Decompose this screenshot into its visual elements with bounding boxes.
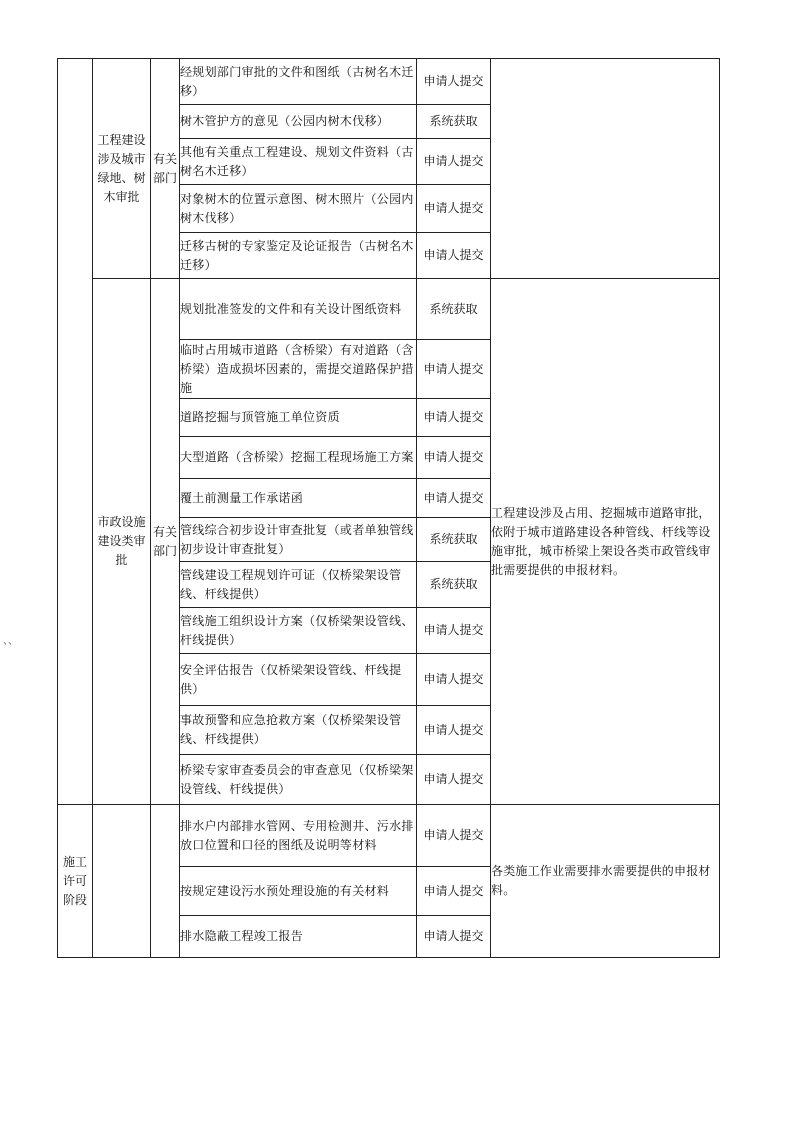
- source-cell: 系统获取: [417, 279, 491, 340]
- materials-table: [57, 58, 720, 958]
- material-cell: 桥梁专家审查委员会的审查意见（仅桥梁架设管线、杆线提供）: [180, 755, 417, 805]
- note-cell: [491, 59, 720, 279]
- source-cell: 申请人提交: [417, 608, 491, 654]
- stray-mark: 、、: [3, 636, 18, 647]
- material-cell: 临时占用城市道路（含桥梁）有对道路（含桥梁）造成损坏因素的，需提交道路保护措施: [180, 340, 417, 399]
- source-cell: 申请人提交: [417, 805, 491, 867]
- source-cell: 申请人提交: [417, 59, 491, 105]
- note-cell: 工程建设涉及占用、挖掘城市道路审批，依附于城市道路建设各种管线、杆线等设施审批，城市桥梁上架设各类市政管线审批需要提供的申报材料。: [491, 279, 720, 805]
- stage-cell-blank: [58, 59, 93, 805]
- material-cell: 覆土前测量工作承诺函: [180, 479, 417, 518]
- dept-cell: [151, 805, 180, 958]
- material-cell: 树木管护方的意见（公园内树木伐移）: [180, 105, 417, 139]
- material-cell: 规划批准签发的文件和有关设计图纸资料: [180, 279, 417, 340]
- source-cell: 系统获取: [417, 518, 491, 562]
- table-row: [58, 279, 720, 340]
- source-cell: 申请人提交: [417, 139, 491, 185]
- material-cell: 管线施工组织设计方案（仅桥梁架设管线、杆线提供）: [180, 608, 417, 654]
- source-cell: 系统获取: [417, 105, 491, 139]
- source-cell: 申请人提交: [417, 755, 491, 805]
- source-cell: 申请人提交: [417, 479, 491, 518]
- material-cell: 管线建设工程规划许可证（仅桥梁架设管线、杆线提供）: [180, 562, 417, 608]
- stage-cell-construction-permit: 施工许可阶段: [58, 805, 93, 958]
- material-cell: 排水户内部排水管网、专用检测井、污水排放口位置和口径的图纸及说明等材料: [180, 805, 417, 867]
- source-cell: 申请人提交: [417, 867, 491, 916]
- source-cell: 申请人提交: [417, 399, 491, 437]
- material-cell: 安全评估报告（仅桥梁架设管线、杆线提供）: [180, 654, 417, 706]
- source-cell: 申请人提交: [417, 654, 491, 706]
- item-name-cell: 市政设施建设类审批: [93, 279, 151, 805]
- material-cell: 大型道路（含桥梁）挖掘工程现场施工方案: [180, 437, 417, 479]
- material-cell: 对象树木的位置示意图、树木照片（公园内树木伐移）: [180, 185, 417, 233]
- source-cell: 申请人提交: [417, 185, 491, 233]
- material-cell: 经规划部门审批的文件和图纸（古树名木迁移）: [180, 59, 417, 105]
- source-cell: 申请人提交: [417, 340, 491, 399]
- dept-cell: 有关部门: [151, 279, 180, 805]
- note-cell: 各类施工作业需要排水需要提供的申报材料。: [491, 805, 720, 958]
- material-cell: 管线综合初步设计审查批复（或者单独管线初步设计审查批复）: [180, 518, 417, 562]
- source-cell: 申请人提交: [417, 916, 491, 958]
- item-name-cell: 工程建设涉及城市绿地、树木审批: [93, 59, 151, 279]
- table-row: [58, 59, 720, 105]
- dept-cell: 有关部门: [151, 59, 180, 279]
- source-cell: 申请人提交: [417, 437, 491, 479]
- material-cell: 按规定建设污水预处理设施的有关材料: [180, 867, 417, 916]
- table-row: [58, 805, 720, 867]
- material-cell: 道路挖掘与顶管施工单位资质: [180, 399, 417, 437]
- source-cell: 申请人提交: [417, 706, 491, 755]
- source-cell: 申请人提交: [417, 233, 491, 279]
- item-name-cell: [93, 805, 151, 958]
- material-cell: 排水隐蔽工程竣工报告: [180, 916, 417, 958]
- material-cell: 其他有关重点工程建设、规划文件资料（古树名木迁移）: [180, 139, 417, 185]
- material-cell: 迁移古树的专家鉴定及论证报告（古树名木迁移）: [180, 233, 417, 279]
- source-cell: 系统获取: [417, 562, 491, 608]
- material-cell: 事故预警和应急抢救方案（仅桥梁架设管线、杆线提供）: [180, 706, 417, 755]
